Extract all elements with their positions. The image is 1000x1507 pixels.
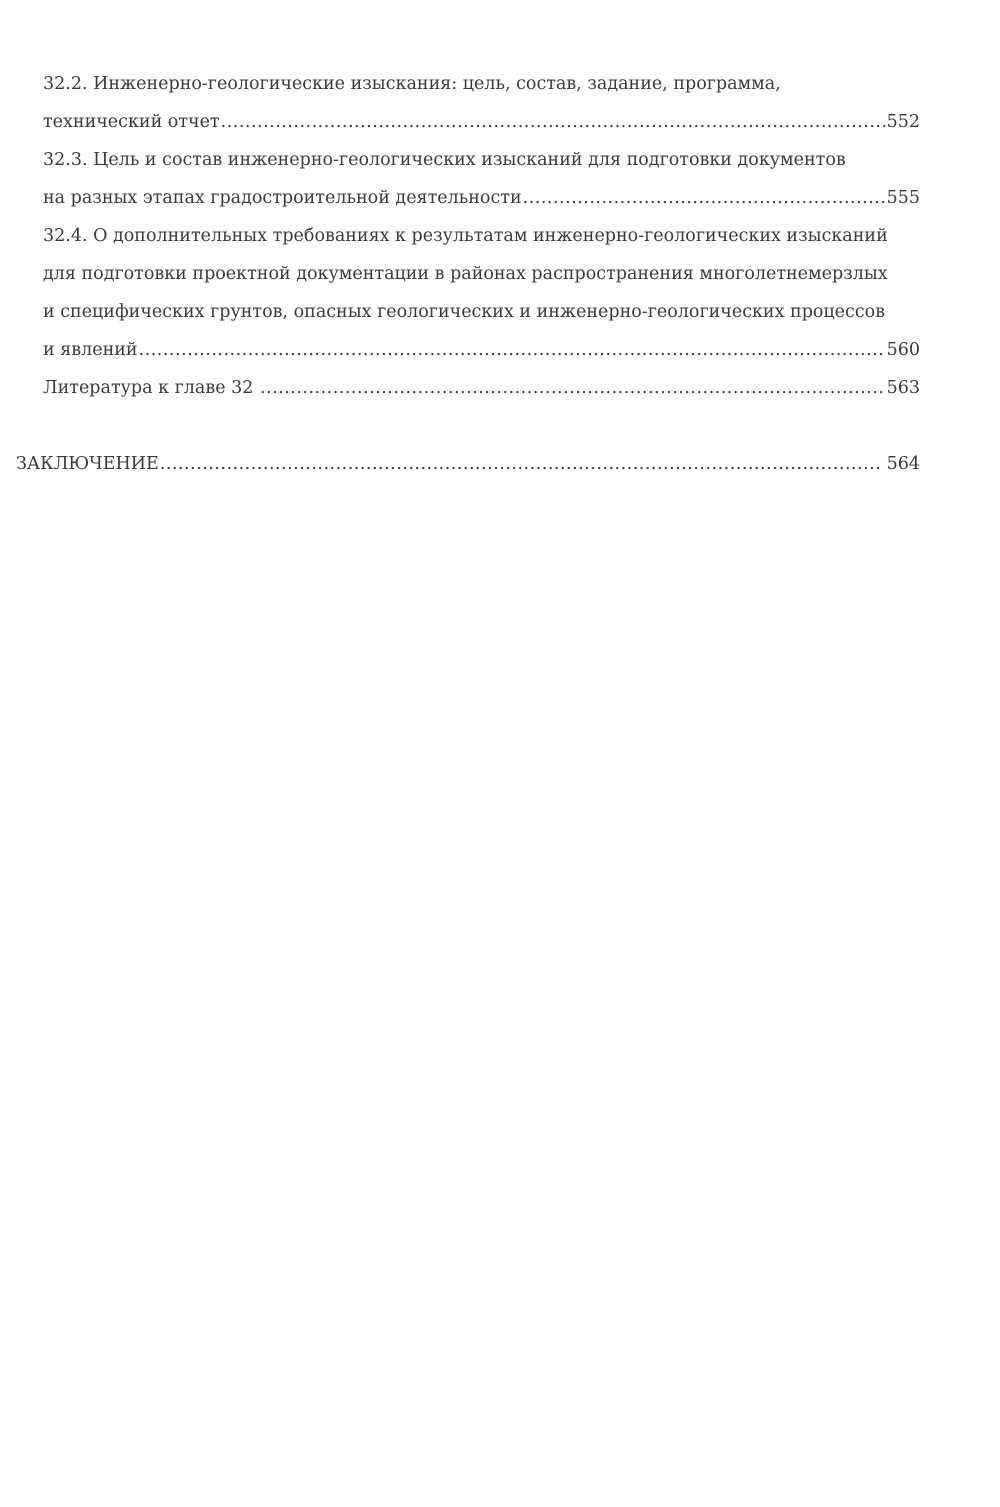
dot-leader [160,449,880,479]
toc-entry-text: и явлений [43,340,138,360]
toc-entry-32-4-line-3 [43,297,920,327]
toc-entry-text: и специфических грунтов, опасных геологических и инженерно-геологических процессов [43,302,886,322]
toc-page-number: 564 [881,454,920,474]
toc-page-number: 552 [886,112,920,132]
dot-leader [221,107,886,137]
toc-entry-32-4-line-2 [43,259,920,289]
toc-entry-32-3-line-1 [43,145,920,175]
toc-entry-text: на разных этапах градостроительной деятельности [43,188,522,208]
toc-entry-text: 32.4. О дополнительных требованиях к результатам инженерно-геологических изысканий [43,226,888,246]
toc-page-number: 555 [886,188,920,208]
toc-entry-literature[interactable] [43,373,920,403]
toc-entry-text: Литература к главе 32 [43,378,259,398]
toc-page-number: 560 [886,340,920,360]
toc-entry-32-2-line-1 [43,69,920,99]
toc-entry-text: ЗАКЛЮЧЕНИЕ [16,454,159,474]
dot-leader [260,373,886,403]
toc-entry-text: 32.2. Инженерно-геологические изыскания: цель, состав, задание, программа, [43,74,781,94]
toc-entry-32-2-line-2[interactable] [43,107,920,137]
toc-entry-32-4-line-4[interactable] [43,335,920,365]
toc-entry-conclusion[interactable] [16,449,920,479]
toc-entry-text: технический отчет [43,112,220,132]
toc-entry-text: 32.3. Цель и состав инженерно-геологических изысканий для подготовки документов [43,150,846,170]
dot-leader [139,335,886,365]
toc-entry-text: для подготовки проектной документации в районах распространения многолетнемерзлых [43,264,888,284]
toc-entry-32-4-line-1 [43,221,920,251]
toc-entry-32-3-line-2[interactable] [43,183,920,213]
toc-page-number: 563 [886,378,920,398]
dot-leader [523,183,886,213]
